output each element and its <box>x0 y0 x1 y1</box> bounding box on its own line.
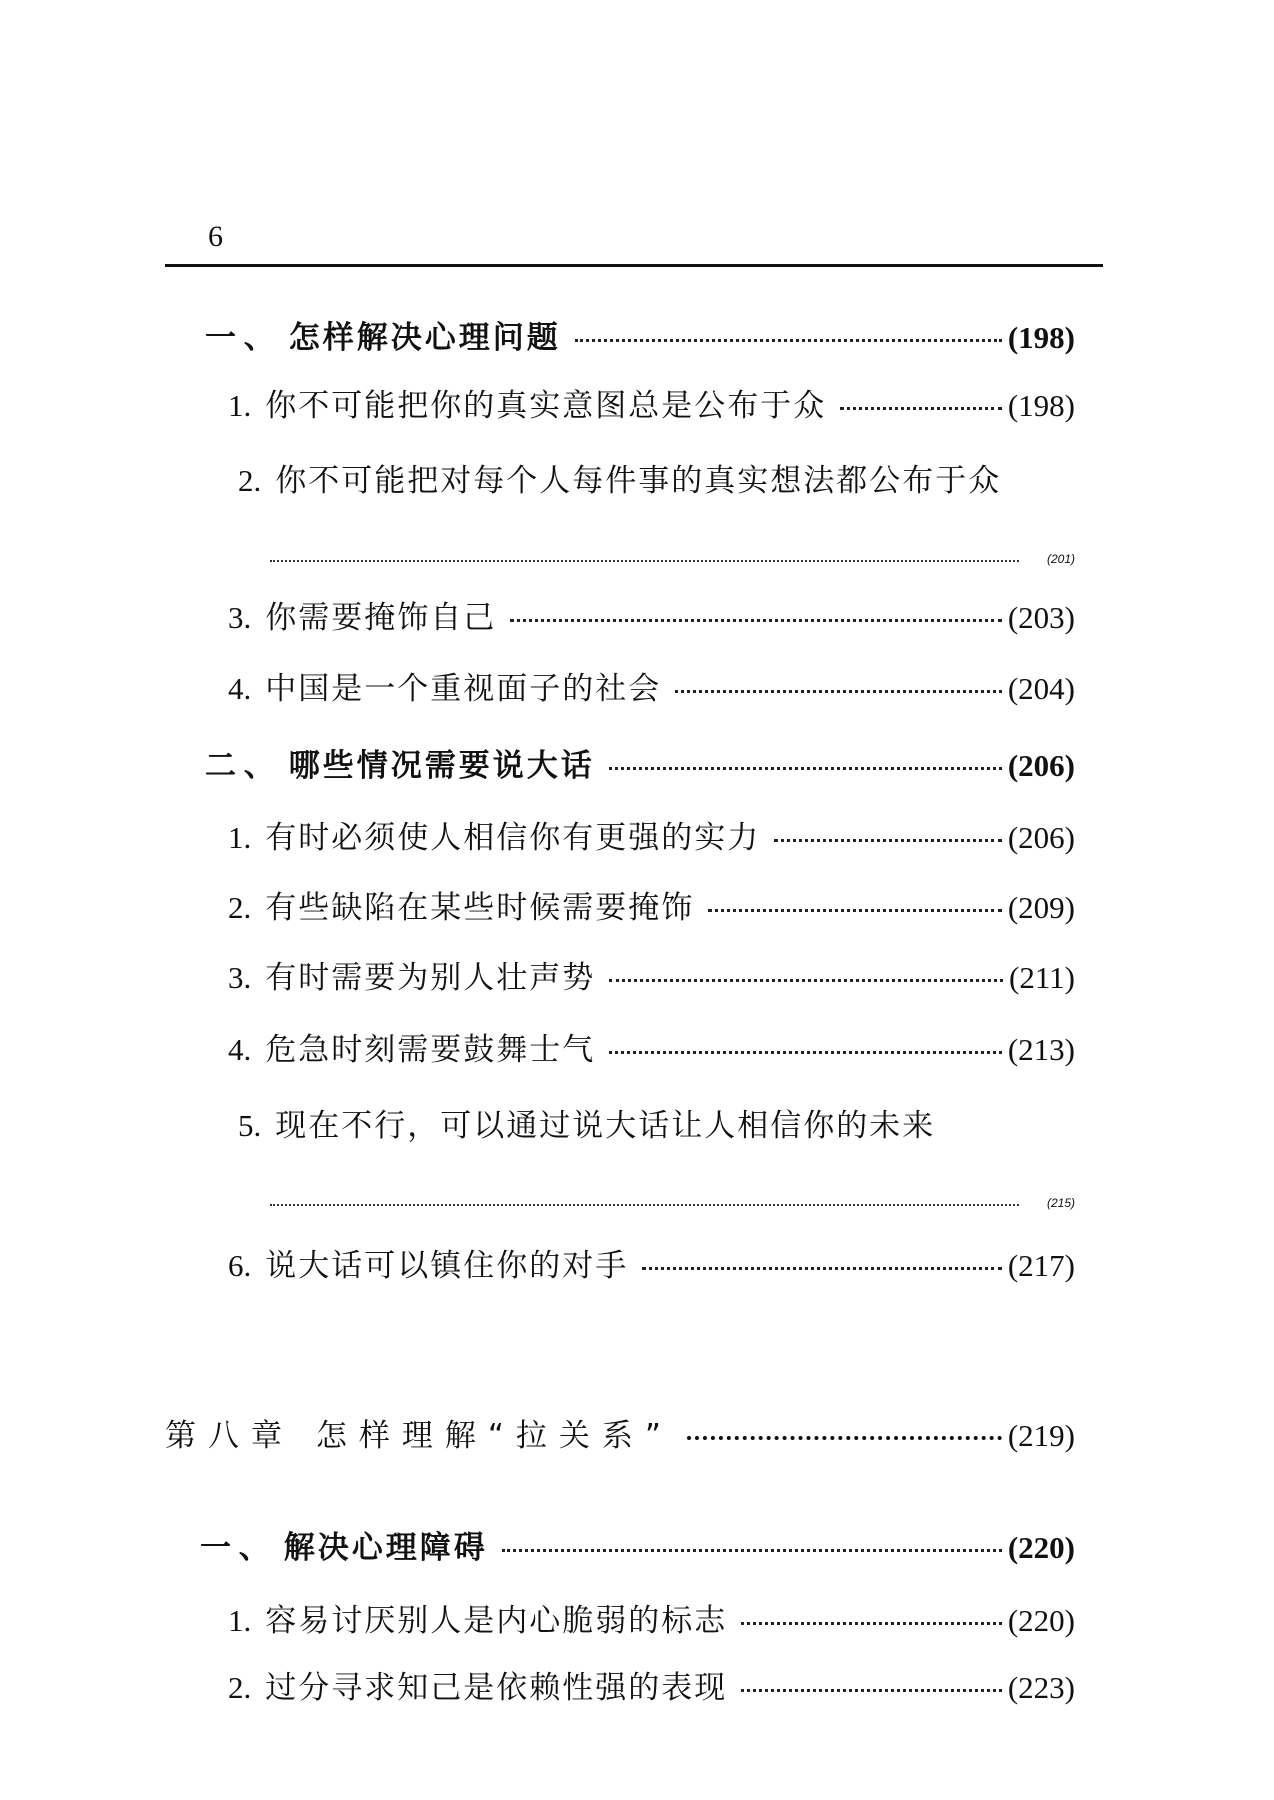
entry-page: (206) <box>1007 820 1075 855</box>
entry-page: (201) <box>1046 552 1075 566</box>
dot-leader <box>840 407 1002 410</box>
entry-title: 你需要掩饰自己 <box>265 600 497 636</box>
dot-leader <box>270 560 1019 562</box>
entry-page: (220) <box>1007 1530 1075 1565</box>
dot-leader <box>774 839 1002 842</box>
toc-item <box>228 380 1075 425</box>
entry-number: 一 、 <box>200 1530 270 1565</box>
toc-chapter <box>165 1410 1075 1455</box>
entry-page: (213) <box>1007 1032 1075 1067</box>
entry-title: 有时需要为别人壮声势 <box>265 960 596 996</box>
dot-leader <box>510 619 1002 622</box>
dot-leader <box>642 1267 1002 1270</box>
entry-page: (215) <box>1046 1196 1075 1210</box>
entry-page: (204) <box>1007 671 1075 706</box>
entry-page: (206) <box>1007 748 1075 783</box>
dot-leader <box>741 1622 1002 1625</box>
entry-number: 二 、 <box>205 748 275 783</box>
entry-title: 容易讨厌别人是内心脆弱的标志 <box>265 1603 728 1639</box>
toc-item <box>238 455 1001 500</box>
entry-number: 2. <box>238 463 262 498</box>
toc-item <box>228 952 1075 997</box>
entry-title: 你不可能把对每个人每件事的真实想法都公布于众 <box>275 463 1002 499</box>
entry-number: 2. <box>228 1670 252 1705</box>
dot-leader <box>575 339 1002 342</box>
entry-number: 5. <box>238 1108 262 1143</box>
dot-leader <box>609 767 1002 770</box>
entry-page: (223) <box>1007 1670 1075 1705</box>
entry-title: 中国是一个重视面子的社会 <box>265 671 662 707</box>
entry-title: 说大话可以镇住你的对手 <box>265 1248 629 1284</box>
entry-number: 一 、 <box>205 320 275 355</box>
entry-number: 1. <box>228 1603 252 1638</box>
toc-item-continuation <box>270 548 1075 566</box>
toc-section <box>205 740 1075 785</box>
header-rule <box>165 264 1103 267</box>
entry-page: (203) <box>1007 600 1075 635</box>
entry-number: 2. <box>228 890 252 925</box>
toc-item <box>228 812 1075 857</box>
toc-item <box>228 1240 1075 1285</box>
entry-title: 现在不行，可以通过说大话让人相信你的未来 <box>275 1108 936 1144</box>
entry-title: 有时必须使人相信你有更强的实力 <box>265 820 761 856</box>
entry-page: (217) <box>1007 1248 1075 1283</box>
entry-title: 怎样解决心理问题 <box>288 320 561 356</box>
dot-leader <box>609 979 1003 982</box>
entry-title: 有些缺陷在某些时候需要掩饰 <box>265 890 695 926</box>
dot-leader <box>741 1689 1002 1692</box>
entry-number: 4. <box>228 1032 252 1067</box>
page-number: 6 <box>208 220 223 253</box>
toc-item <box>228 1662 1075 1707</box>
entry-title: 第八章 怎样理解“拉关系” <box>165 1418 673 1454</box>
entry-title: 危急时刻需要鼓舞士气 <box>265 1032 596 1068</box>
toc-item-continuation <box>270 1192 1075 1210</box>
entry-page: (209) <box>1007 890 1075 925</box>
toc-item <box>228 882 1075 927</box>
entry-number: 4. <box>228 671 252 706</box>
entry-page: (198) <box>1007 388 1075 423</box>
entry-title: 解决心理障碍 <box>283 1530 488 1566</box>
dot-leader <box>270 1204 1019 1206</box>
dot-leader <box>675 690 1002 693</box>
entry-number: 6. <box>228 1248 252 1283</box>
dot-leader <box>687 1436 1002 1440</box>
toc-item <box>228 592 1075 637</box>
entry-title: 过分寻求知己是依赖性强的表现 <box>265 1670 728 1706</box>
toc-item <box>228 1024 1075 1069</box>
entry-page: (219) <box>1007 1418 1075 1453</box>
entry-number: 1. <box>228 388 252 423</box>
entry-title: 哪些情况需要说大话 <box>288 748 595 784</box>
toc-item <box>228 1595 1075 1640</box>
dot-leader <box>708 909 1002 912</box>
entry-number: 1. <box>228 820 252 855</box>
entry-number: 3. <box>228 960 252 995</box>
toc-item <box>238 1100 935 1145</box>
toc-item <box>228 663 1075 708</box>
entry-number: 3. <box>228 600 252 635</box>
entry-title: 你不可能把你的真实意图总是公布于众 <box>265 388 827 424</box>
toc-section <box>200 1522 1075 1567</box>
entry-page: (220) <box>1007 1603 1075 1638</box>
entry-page: (211) <box>1009 960 1075 995</box>
entry-page: (198) <box>1007 320 1075 355</box>
dot-leader <box>609 1051 1002 1054</box>
toc-section <box>205 312 1075 357</box>
dot-leader <box>502 1549 1002 1552</box>
